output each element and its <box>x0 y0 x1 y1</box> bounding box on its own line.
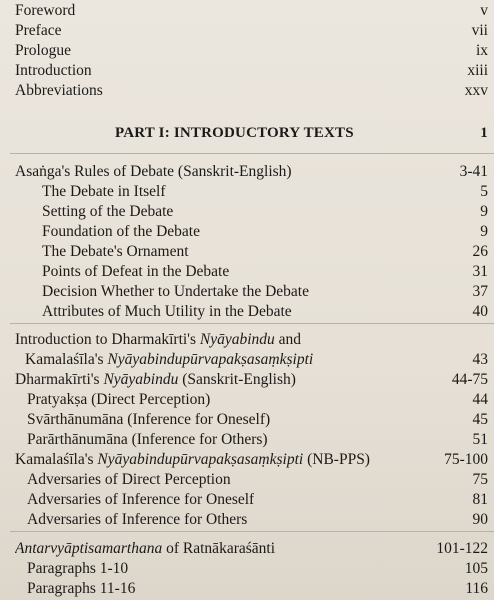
toc-subentry <box>0 282 488 301</box>
toc-entry-title: Abbreviations <box>15 82 103 99</box>
toc-subentry-page: 75 <box>472 471 488 488</box>
toc-entry-title: Introduction to Dharmakīrti's Nyāyabindu and <box>15 331 302 348</box>
toc-subentry-page: 37 <box>472 283 488 300</box>
toc-subentry-title: Attributes of Much Utility in the Debate <box>42 303 292 320</box>
toc-subentry-title: Decision Whether to Undertake the Debate <box>42 283 309 300</box>
toc-entry-title: Introduction <box>15 62 92 79</box>
toc-entry-page: vii <box>471 22 488 39</box>
toc-entry-title: Prologue <box>15 42 71 59</box>
toc-subentry-page: 31 <box>472 263 488 280</box>
toc-entry-title: Dharmakīrti's Nyāyabindu (Sanskrit-English) <box>15 371 296 388</box>
toc-entry-title: Asaṅga's Rules of Debate (Sanskrit-English) <box>15 163 292 180</box>
toc-subentry-page: 26 <box>472 243 488 260</box>
toc-subentry-title: Paragraphs 11-16 <box>27 580 136 597</box>
toc-entry-title: Kamalaśīla's Nyāyabindupūrvapakṣasaṃkṣipti (NB-PPS) <box>15 451 370 468</box>
toc-entry-page: 75-100 <box>444 451 488 468</box>
toc-entry-title: Foreword <box>15 2 76 19</box>
toc-entry-page: 3-41 <box>459 163 488 180</box>
toc-subentry-title: Adversaries of Direct Perception <box>27 471 231 488</box>
toc-entry-title: Antarvyāptisamarthana of Ratnākaraśānti <box>15 540 276 557</box>
toc-subentry <box>0 510 488 529</box>
toc-entry-nbpps <box>0 450 488 469</box>
toc-subentry-title: Paragraphs 1-10 <box>27 560 129 577</box>
toc-subentry <box>0 410 488 429</box>
toc-entry-title: Preface <box>15 22 62 39</box>
toc-subentry <box>0 470 488 489</box>
toc-subentry-title: Points of Defeat in the Debate <box>42 263 230 280</box>
toc-subentry-title: Pratyakṣa (Direct Perception) <box>27 391 211 408</box>
toc-subentry-page: 81 <box>472 491 488 508</box>
toc-entry-antarvyapti <box>0 539 488 558</box>
toc-subentry-page: 116 <box>465 580 488 597</box>
toc-subentry <box>0 559 488 578</box>
toc-subentry <box>0 202 488 221</box>
toc-subentry <box>0 490 488 509</box>
toc-subentry <box>0 222 488 241</box>
toc-entry-page: v <box>480 2 488 19</box>
toc-entry-page: xxv <box>464 82 488 99</box>
toc-entry-introduction <box>0 61 488 80</box>
toc-entry-page: xiii <box>467 62 488 79</box>
toc-subentry <box>0 302 488 321</box>
toc-entry-intro-dharmakirti-line2 <box>0 350 488 369</box>
toc-entry-abbreviations <box>0 81 488 100</box>
toc-subentry-page: 9 <box>480 203 488 220</box>
toc-subentry-title: Foundation of the Debate <box>42 223 200 240</box>
toc-subentry-title: Parārthānumāna (Inference for Others) <box>27 431 268 448</box>
toc-subentry-title: Setting of the Debate <box>42 203 174 220</box>
part-heading-page: 1 <box>480 125 488 141</box>
toc-subentry-page: 40 <box>472 303 488 320</box>
toc-entry-page: ix <box>475 42 488 59</box>
toc-entry-prologue <box>0 41 488 60</box>
toc-entry-preface <box>0 21 488 40</box>
toc-entry-title: Kamalaśīla's Nyāyabindupūrvapakṣasaṃkṣipti <box>25 351 314 368</box>
toc-subentry-page: 44 <box>472 391 488 408</box>
toc-subentry-page: 9 <box>480 223 488 240</box>
part-heading <box>0 124 488 143</box>
section-divider <box>10 153 494 154</box>
toc-entry-foreword <box>0 1 488 20</box>
section-divider <box>10 323 494 324</box>
toc-subentry-page: 45 <box>472 411 488 428</box>
toc-subentry <box>0 262 488 281</box>
toc-subentry <box>0 242 488 261</box>
section-divider <box>10 531 494 532</box>
part-heading-title: PART I: INTRODUCTORY TEXTS <box>115 125 354 141</box>
toc-entry-nyayabindu <box>0 370 488 389</box>
toc-subentry <box>0 579 488 598</box>
toc-subentry-page: 51 <box>472 431 488 448</box>
toc-entry-page: 44-75 <box>451 371 488 388</box>
toc-subentry-title: The Debate's Ornament <box>42 243 189 260</box>
toc-entry-page: 43 <box>472 351 488 368</box>
toc-subentry-title: Svārthānumāna (Inference for Oneself) <box>27 411 271 428</box>
toc-subentry-title: The Debate in Itself <box>42 183 166 200</box>
toc-subentry-page: 90 <box>472 511 488 528</box>
toc-entry-intro-dharmakirti-line1 <box>0 330 488 349</box>
toc-subentry-page: 5 <box>480 183 488 200</box>
toc-subentry-title: Adversaries of Inference for Others <box>27 511 248 528</box>
toc-subentry-page: 105 <box>464 560 488 577</box>
toc-subentry <box>0 430 488 449</box>
toc-subentry <box>0 390 488 409</box>
toc-subentry-title: Adversaries of Inference for Oneself <box>27 491 255 508</box>
toc-entry-page: 101-122 <box>436 540 488 557</box>
toc-subentry <box>0 182 488 201</box>
toc-entry-asanga <box>0 162 488 181</box>
